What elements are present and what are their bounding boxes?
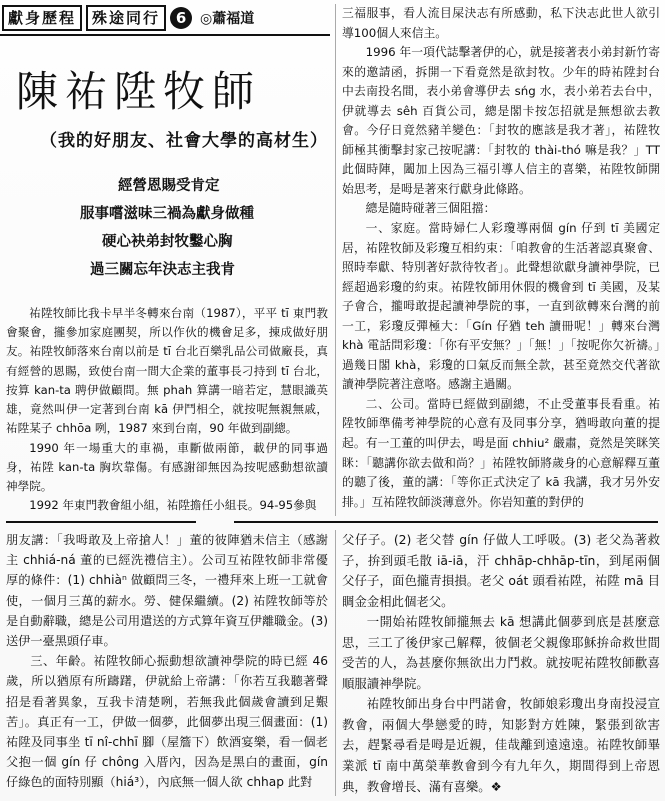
section-title: 獻身歷程 (2, 5, 82, 31)
paragraph: 總是隨時碰著三個阻擋： (365, 201, 496, 216)
poem-line: 服事嚐滋味三禍為獻身做種 (80, 205, 254, 222)
poem-block (70, 172, 330, 284)
column-separator (335, 4, 336, 516)
article-column-3 (6, 530, 328, 796)
paragraph: 1990 年一場重大的車禍，車斷做兩節，載伊的同事過身，祐陞 kan-ta 胸坎靠傷。有感謝卻無因為按呢感動想欲讀神學院。 (6, 440, 328, 493)
paragraph: 二、公司。當時已經做到副總，不止受董事長看重。祐陞牧師準備考神學院的心意有及同事分享，猶呣敢向董的提起。有一工董的叫伊去，呣是面 chhiu² 嚴肅，竟然是笑眯笑眯：「聽講你欲去做和尚？」祐陞牧師將歲身的心意解釋互董的聽了後，董的講：「等你正式決定了 kā 我講，我才另外安排。」互祐陞牧師淡薄意外。你岩知董的對伊的 (342, 396, 660, 509)
series-title: 殊途同行 (86, 5, 166, 31)
poem-line: 硬心袂弟封牧鑿心胸 (102, 233, 233, 250)
column-header (2, 4, 254, 32)
paragraph: 祐陞牧師比我卡早半冬轉來台南（1987），平平 tī 東門教會聚會，攏參加家庭團契，所以作伙的機會足多，㨂成做好朋友。祐陞牧師落來台南以前是 tī 台北百樂乳品公司做廠長，真有經營的恩賜，致使台南一間大企業的董事長刁持到 tī 台北，按算 kan-ta 聘伊做顧問。無 phah 算講一暗若定，慧眼識英雄，竟然叫伊一定著到台南 kā 伊鬥相仝，就按呢無親無戚，祐陞某子 chhōa 咧，1987 來到台南，90 年做到副總。 (6, 306, 328, 436)
tier-divider (234, 521, 658, 523)
paragraph: 三福服事，看人流目屎決志有所感動，私下決志此世人欲引導100個人來信主。 (342, 6, 660, 40)
article-title: 陳祐陞牧師 (16, 67, 262, 116)
poem-line: 經營恩賜受肯定 (118, 177, 220, 194)
article-column-2 (342, 4, 660, 516)
paragraph: 一、家庭。當時婦仁人彩瓊導兩個 gín 仔到 tī 美國定居，祐陞牧師及彩瓊互相約束：「咱教會的生活著認真聚會、照時奉獻、特別著好款待牧者」。此聲想欲獻身讀神學院，已經超過彩瓊的約束。祐陞牧師用休假的機會到 tī 美國，及某子會合，攏呣敢提起讀神學院的事，一直到欲轉來台灣的前一工，彩瓊反彈極大：「Gín 仔猶 teh 讀冊呢！」轉來台灣 khà 電話問彩瓊：「你有平安無？」「無！」「按呢你欠祈禱。」過幾日閣 khà，彩瓊的口氣反而無全款，甚至竟然交代著欲讀神學院著注意咯。感謝主過關。 (342, 221, 660, 392)
poem-line: 過三關忘年決志主我肯 (90, 261, 235, 278)
column-separator (335, 530, 336, 796)
tier-divider (6, 521, 196, 523)
paragraph: 父仔子。(2) 老父替 gín 仔做人工呼吸。(3) 老父為著救子，拚到頭毛散 iā-iā，汗 chhāp-chhāp-tīn，到尾兩個父仔子，面色攏青損損。老父 oát 頭看祐陞，祐陞 mā 目睭金金相此個老父。 (342, 532, 660, 609)
paragraph: 朋友講：「我呣敢及上帝搶人！」董的彼陣猶未信主（感謝主 chhiá-ná 董的已經洗禮信主）。公司互祐陞牧師非常優厚的條件：(1) chhiàⁿ 做顧問三冬，一禮拜來上班一工就會使，一個月三萬的薪水。勞、健保繼續。(2) 祐陞牧師等於是自動辭職，總是公司用遣送的方式算年資互伊離職金。(3) 送伊一臺黑頭仔車。 (6, 533, 328, 649)
paragraph: 一開始祐陞牧師攏無去 kā 想講此個夢到底是甚麼意思，三工了後伊家己解釋，彼個老父親像耶穌拚命救世間受苦的人，為甚麼你無欲出力鬥救。就按呢祐陞牧師歡喜順服讀神學院。 (342, 614, 660, 691)
article-column-4 (342, 530, 660, 796)
article-column-1 (6, 304, 328, 514)
paragraph: 1992 年東門教會組小組，祐陞擔任小組長。94-95參與 (29, 498, 317, 513)
paragraph: 祐陞牧師出身台中門諾會，牧師娘彩瓊出身南投浸宣教會，兩個大學戀愛的時，知影對方姓陳，緊張到欲害去，趕緊尋看是呣是近親，佳哉離到遠遠遠。祐陞牧師畢業派 tī 南中萬榮華教會到今有九年久，期間得到上帝恩典，教會增長、滿有喜樂。❖ (342, 696, 660, 794)
issue-number-badge: 6 (170, 7, 192, 29)
header-rule (0, 34, 330, 36)
article-subtitle: （我的好朋友、社會大學的高材生） (40, 131, 328, 151)
author-name: ◎蕭福道 (200, 11, 255, 27)
paragraph: 三、年齡。祐陞牧師心振動想欲讀神學院的時已經 46 歲，所以猶原有所躊躇，伊就給上帝講：「你若互我聽著聲招是看著異象，互我卡清楚咧，若無我此個歲會讀到足艱苦」。真正有一工，伊做一個夢，此個夢出現三個畫面：(1) 祐陞及同事坐 tī nî-chhī 腳（屋簷下）飲酒宴樂，看一個老父抱一個 gín 仔 chông 入厝內，因為是黑白的畫面，gín 仔綠色的面特別顯（hiá³），內底無一個人欲 chhap 此對 (6, 654, 328, 790)
paragraph: 1996 年一項代誌擊著伊的心，就是接著表小弟封新竹寄來的邀請函，拆開一下看竟然是欲封牧。少年的時祐陞封台中去南投名間，表小弟會導伊去 sńg 水，表小弟若去台中，伊就導去 sêh 百貨公司，總是閣卡按怎招就是無想欲去教會。今仔日竟然豬羊變色：「封牧的應該是我才著」，祐陞牧師極其衝擊封家己按呢講：「封牧的 thài-thó 嘛是我？」TT 此個時陣，闔加上因為三福引導人信主的喜樂，祐陞牧師開始思考，是呣是著來行獻身此條路。 (342, 45, 660, 196)
